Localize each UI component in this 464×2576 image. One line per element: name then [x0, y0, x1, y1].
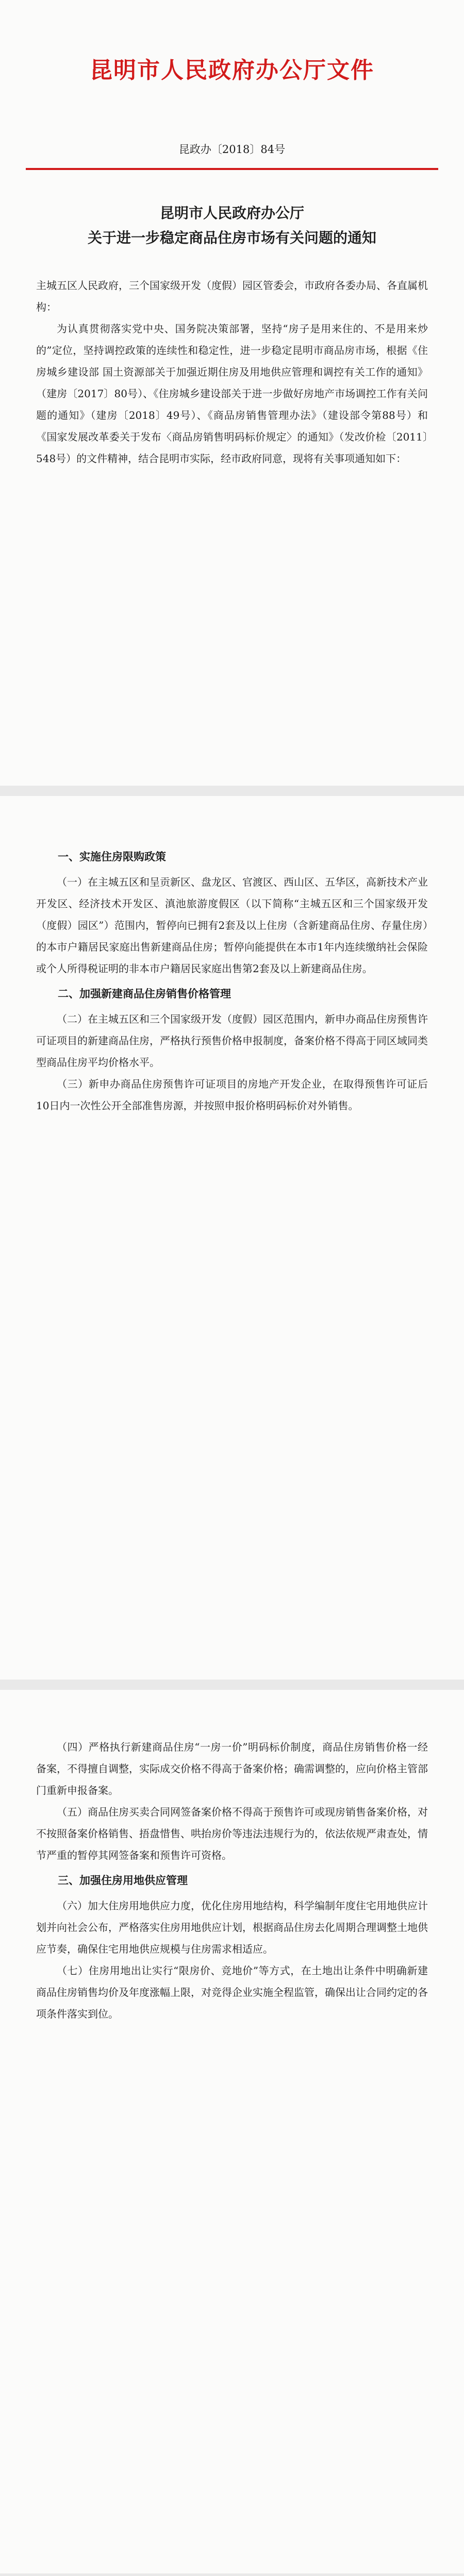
page-1 — [0, 0, 464, 786]
document-title-line-1: 昆明市人民政府办公厅 — [159, 205, 304, 222]
document-header: 昆明市人民政府办公厅文件 — [90, 57, 374, 83]
section-2-paragraph-1: （二）在主城五区和三个国家级开发（度假）园区范围内，新申办商品住房预售许可证项目的新建商品住房，严格执行预售价格申报制度，备案价格不得高于同区域同类型商品住房平均价格水平。 — [36, 1013, 428, 1069]
page-2 — [0, 796, 464, 1680]
red-separator-line — [26, 168, 438, 170]
addressee: 主城五区人民政府，三个国家级开发（度假）园区管委会，市政府各委办局、各直属机构： — [36, 279, 428, 314]
intro-paragraph: 为认真贯彻落实党中央、国务院决策部署，坚持“房子是用来住的、不是用来炒的”定位，坚持调控政策的连续性和稳定性，进一步稳定昆明市商品房市场，根据《住房城乡建设部 国土资源部关于加强近期住房及用地供应管理和调控有关工作的通知》（建房〔2017〕80号）、《住房城乡建设部关于进一步做好房地产市场调控工作有关问题的通知》（建房〔2018〕49号）、《商品房销售管理办法》（建设部令第88号）和《国家发展改革委关于发布〈商品房销售明码标价规定〉的通知》（发改价检〔2011〕548号）的文件精神，结合昆明市实际，经市政府同意，现将有关事项通知如下： — [36, 323, 428, 465]
page-top-margin — [36, 796, 428, 842]
document-number: 昆政办〔2018〕84号 — [178, 143, 286, 156]
section-2-heading: 二、加强新建商品住房销售价格管理 — [58, 987, 231, 1001]
section-3-paragraph-1: （六）加大住房用地供应力度，优化住房用地结构，科学编制年度住宅用地供应计划并向社会公布，严格落实住房用地供应计划，根据商品住房去化周期合理调整土地供应节奏，确保住宅用地供应规模与住房需求相适应。 — [36, 1900, 428, 1956]
section-3-paragraph-2: （七）住房用地出让实行“限房价、竞地价”等方式，在土地出让条件中明确新建商品住房销售均价及年度涨幅上限，对竞得企业实施全程监管，确保出让合同约定的各项条件落实到位。 — [36, 1964, 428, 2021]
page-top-margin — [36, 1690, 428, 1736]
section-2-paragraph-3: （四）严格执行新建商品住房“一房一价”明码标价制度，商品住房销售价格一经备案，不得擅自调整，实际成交价格不得高于备案价格；确需调整的，应向价格主管部门重新申报备案。 — [36, 1741, 428, 1797]
document-title — [36, 201, 428, 250]
section-2-paragraph-2: （三）新申办商品住房预售许可证项目的房地产开发企业，在取得预售许可证后10日内一次性公开全部准售房源，并按照申报价格明码标价对外销售。 — [36, 1078, 428, 1112]
document-title-line-2: 关于进一步稳定商品住房市场有关问题的通知 — [87, 229, 376, 246]
section-2-paragraph-4: （五）商品住房买卖合同网签备案价格不得高于预售许可或现房销售备案价格，对不按照备案价格销售、捂盘惜售、哄抬房价等违法违规行为的，依法依规严肃查处，情节严重的暂停其网签备案和预售许可资格。 — [36, 1806, 428, 1861]
section-3-heading: 三、加强住房用地供应管理 — [58, 1874, 188, 1887]
page-3 — [0, 1690, 464, 2573]
section-1-heading: 一、实施住房限购政策 — [58, 850, 166, 863]
section-1-paragraph-1: （一）在主城五区和呈贡新区、盘龙区、官渡区、西山区、五华区，高新技术产业开发区、经济技术开发区、滇池旅游度假区（以下简称“主城五区和三个国家级开发（度假）园区”）范围内，暂停向已拥有2套及以上住房（含新建商品住房、存量住房）的本市户籍居民家庭出售新建商品住房；暂停向能提供在本市1年内连续缴纳社会保险或个人所得税证明的非本市户籍居民家庭出售第2套及以上新建商品住房。 — [36, 876, 428, 975]
